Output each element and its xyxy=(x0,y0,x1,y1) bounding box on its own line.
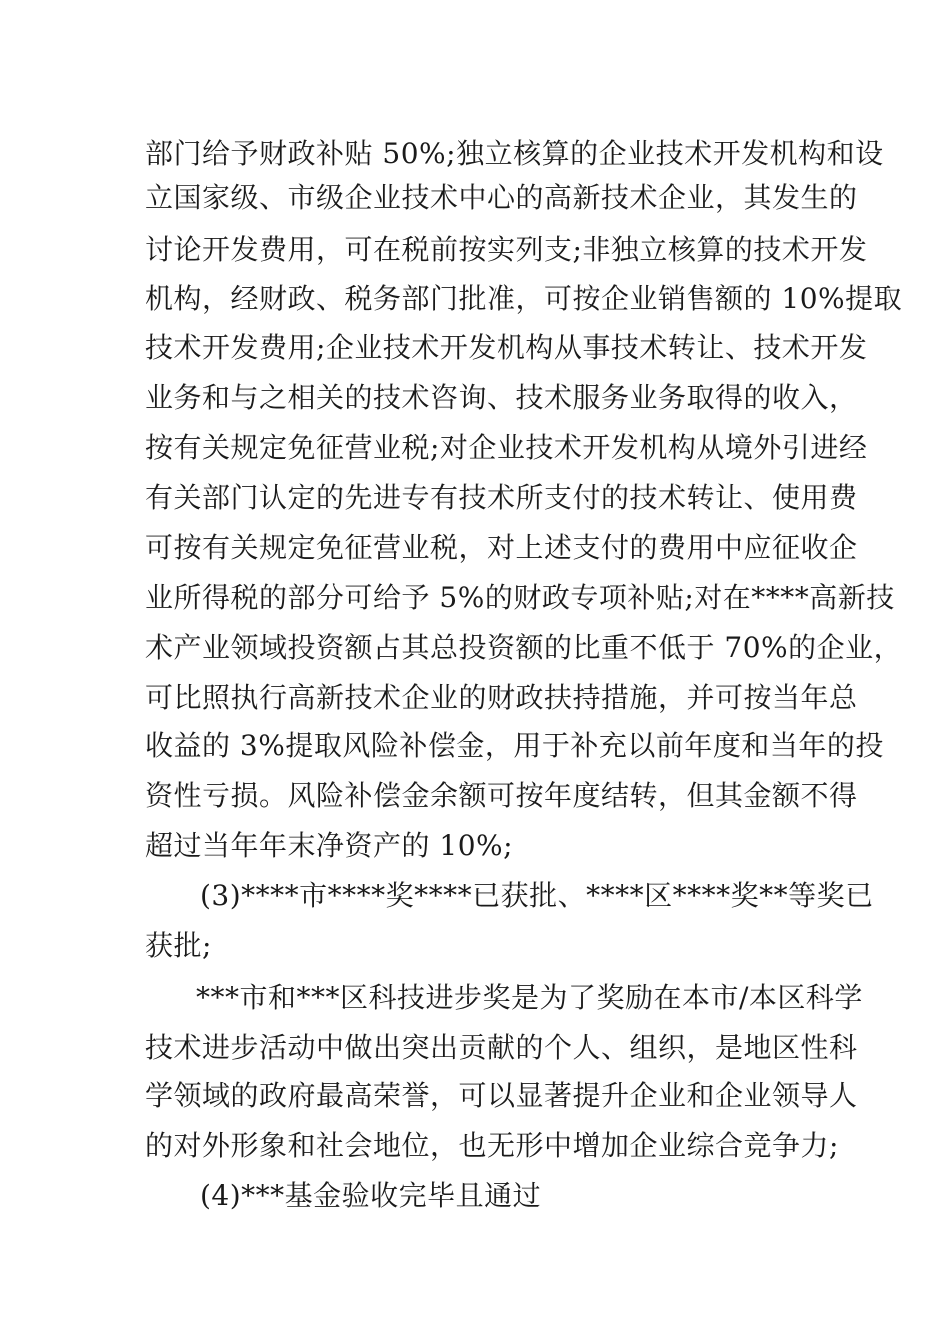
list-item-heading: (3)****市****奖****已获批、****区****奖**等奖已 xyxy=(200,879,874,912)
text-line: 可按有关规定免征营业税，对上述支付的费用中应征收企 xyxy=(145,531,858,564)
text-line: 学领域的政府最高荣誉，可以显著提升企业和企业领导人 xyxy=(145,1079,858,1112)
text-line: 术产业领域投资额占其总投资额的比重不低于 70%的企业， xyxy=(145,631,903,664)
text-line: 部门给予财政补贴 50%;独立核算的企业技术开发机构和设 xyxy=(145,137,884,170)
text-line: 获批; xyxy=(145,929,212,962)
text-line: 的对外形象和社会地位，也无形中增加企业综合竞争力; xyxy=(145,1129,839,1162)
text-line: 业务和与之相关的技术咨询、技术服务业务取得的收入， xyxy=(145,381,858,414)
text-line: 讨论开发费用，可在税前按实列支;非独立核算的技术开发 xyxy=(145,233,868,266)
text-line: 机构，经财政、税务部门批准，可按企业销售额的 10%提取 xyxy=(145,282,903,315)
text-line: 立国家级、市级企业技术中心的高新技术企业，其发生的 xyxy=(145,181,858,214)
text-line: 可比照执行高新技术企业的财政扶持措施，并可按当年总 xyxy=(145,681,858,714)
text-line: 资性亏损。风险补偿金余额可按年度结转，但其金额不得 xyxy=(145,779,858,812)
text-line: 按有关规定免征营业税;对企业技术开发机构从境外引进经 xyxy=(145,431,868,464)
text-line: 有关部门认定的先进专有技术所支付的技术转让、使用费 xyxy=(145,481,858,514)
list-item-heading: (4)***基金验收完毕且通过 xyxy=(200,1179,542,1212)
text-line: 收益的 3%提取风险补偿金，用于补充以前年度和当年的投 xyxy=(145,729,884,762)
text-line: 超过当年年末净资产的 10%; xyxy=(145,829,514,862)
text-line: 技术开发费用;企业技术开发机构从事技术转让、技术开发 xyxy=(145,331,868,364)
text-line: 业所得税的部分可给予 5%的财政专项补贴;对在****高新技 xyxy=(145,581,895,614)
text-line: 技术进步活动中做出突出贡献的个人、组织，是地区性科 xyxy=(145,1031,858,1064)
paragraph-start: ***市和***区科技进步奖是为了奖励在本市/本区科学 xyxy=(196,981,863,1014)
